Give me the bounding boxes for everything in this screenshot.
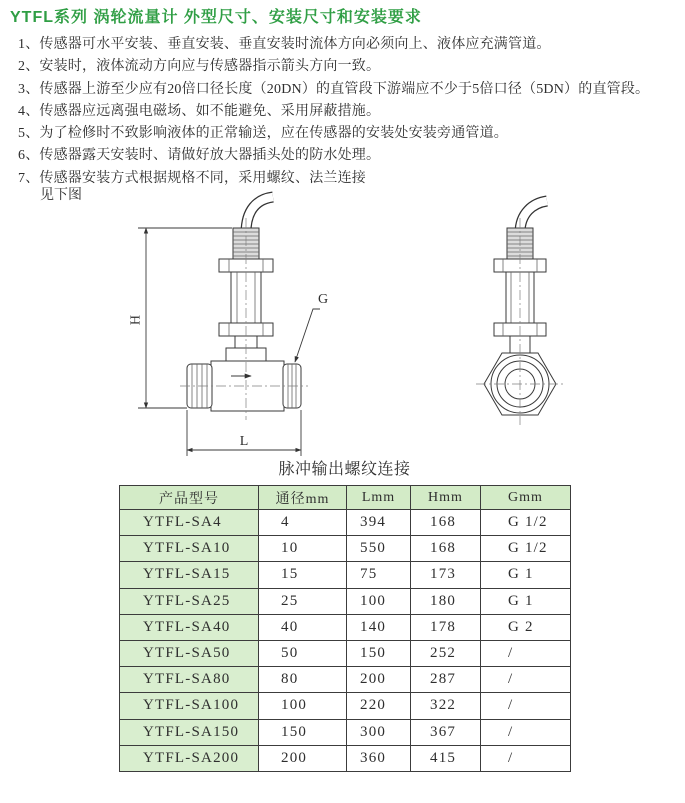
table-cell-bore: 150: [259, 719, 347, 745]
table-row: [120, 719, 571, 745]
header-h: Hmm: [411, 486, 481, 510]
thread-g-label: G: [318, 292, 329, 307]
table-cell-model: YTFL-SA10: [120, 536, 259, 562]
table-row: [120, 667, 571, 693]
table-cell-l: 360: [347, 745, 411, 771]
requirement-item: 6、传感器露天安装时、请做好放大器插头处的防水处理。: [18, 148, 381, 164]
table-row: [120, 536, 571, 562]
table-cell-bore: 80: [259, 667, 347, 693]
dimension-l: [187, 410, 301, 456]
table-cell-bore: 25: [259, 588, 347, 614]
requirement-item: 5、为了检修时不致影响液体的正常输送，应在传感器的安装处安装旁通管道。: [18, 126, 508, 142]
table-row: [120, 640, 571, 666]
table-cell-l: 550: [347, 536, 411, 562]
table-cell-h: 415: [411, 745, 481, 771]
requirement-item: 4、传感器应远离强电磁场、如不能避免、采用屏蔽措施。: [18, 103, 381, 119]
table-cell-g: /: [481, 693, 571, 719]
table-cell-model: YTFL-SA80: [120, 667, 259, 693]
table-cell-g: G 1: [481, 588, 571, 614]
table-cell-l: 150: [347, 640, 411, 666]
table-cell-bore: 100: [259, 693, 347, 719]
table-cell-model: YTFL-SA4: [120, 510, 259, 536]
table-cell-h: 178: [411, 614, 481, 640]
table-cell-bore: 10: [259, 536, 347, 562]
table-cell-l: 394: [347, 510, 411, 536]
header-l: Lmm: [347, 486, 411, 510]
table-cell-g: /: [481, 719, 571, 745]
table-cell-h: 367: [411, 719, 481, 745]
table-cell-model: YTFL-SA100: [120, 693, 259, 719]
requirement-item: 2、安装时，液体流动方向应与传感器指示箭头方向一致。: [18, 59, 381, 75]
installation-drawings: [0, 190, 685, 462]
requirement-item: 3、传感器上游至少应有20倍口径长度（20DN）的直管段下游端应不少于5倍口径（5DN）的直管段。: [18, 81, 650, 97]
table-cell-h: 252: [411, 640, 481, 666]
table-row: [120, 562, 571, 588]
table-cell-g: G 1/2: [481, 510, 571, 536]
table-cell-g: G 1: [481, 562, 571, 588]
table-cell-g: /: [481, 640, 571, 666]
header-bore: 通径mm: [259, 486, 347, 510]
table-cell-l: 300: [347, 719, 411, 745]
sensor-side-view-drawing: [129, 197, 329, 456]
table-body: [120, 510, 571, 772]
table-cell-model: YTFL-SA40: [120, 614, 259, 640]
table-cell-bore: 4: [259, 510, 347, 536]
table-cell-bore: 40: [259, 614, 347, 640]
table-cell-bore: 15: [259, 562, 347, 588]
table-row: [120, 510, 571, 536]
dimension-l-label: L: [239, 434, 249, 449]
table-cell-model: YTFL-SA150: [120, 719, 259, 745]
table-cell-g: /: [481, 667, 571, 693]
table-cell-h: 287: [411, 667, 481, 693]
table-cell-bore: 200: [259, 745, 347, 771]
table-header-row: [120, 486, 571, 510]
table-cell-model: YTFL-SA200: [120, 745, 259, 771]
table-cell-l: 100: [347, 588, 411, 614]
table-cell-h: 168: [411, 510, 481, 536]
table-cell-bore: 50: [259, 640, 347, 666]
sensor-end-view-drawing: [476, 201, 564, 425]
see-below-note: 见下图: [40, 188, 82, 203]
table-cell-h: 322: [411, 693, 481, 719]
table-cell-g: /: [481, 745, 571, 771]
page-title: YTFL系列 涡轮流量计 外型尺寸、安装尺寸和安装要求: [10, 9, 422, 26]
requirement-item: 7、传感器安装方式根据规格不同，采用螺纹、法兰连接: [18, 170, 366, 186]
table-cell-h: 173: [411, 562, 481, 588]
table-cell-model: YTFL-SA50: [120, 640, 259, 666]
table-row: [120, 588, 571, 614]
header-model: 产品型号: [120, 486, 259, 510]
table-cell-l: 140: [347, 614, 411, 640]
table-caption: 脉冲输出螺纹连接: [278, 461, 411, 478]
table-row: [120, 614, 571, 640]
installation-requirements: [18, 34, 649, 190]
requirement-item: 1、传感器可水平安装、垂直安装、垂直安装时流体方向必须向上、液体应充满管道。: [18, 37, 551, 52]
header-g: Gmm: [481, 486, 571, 510]
table-cell-l: 220: [347, 693, 411, 719]
spec-table: [119, 485, 571, 772]
table-cell-g: G 1/2: [481, 536, 571, 562]
table-cell-l: 200: [347, 667, 411, 693]
table-cell-h: 168: [411, 536, 481, 562]
table-cell-h: 180: [411, 588, 481, 614]
table-row: [120, 745, 571, 771]
table-row: [120, 693, 571, 719]
dimension-h-label: H: [128, 314, 144, 326]
table-cell-model: YTFL-SA15: [120, 562, 259, 588]
thread-callout-g: [295, 292, 328, 362]
table-cell-model: YTFL-SA25: [120, 588, 259, 614]
table-cell-g: G 2: [481, 614, 571, 640]
table-cell-l: 75: [347, 562, 411, 588]
